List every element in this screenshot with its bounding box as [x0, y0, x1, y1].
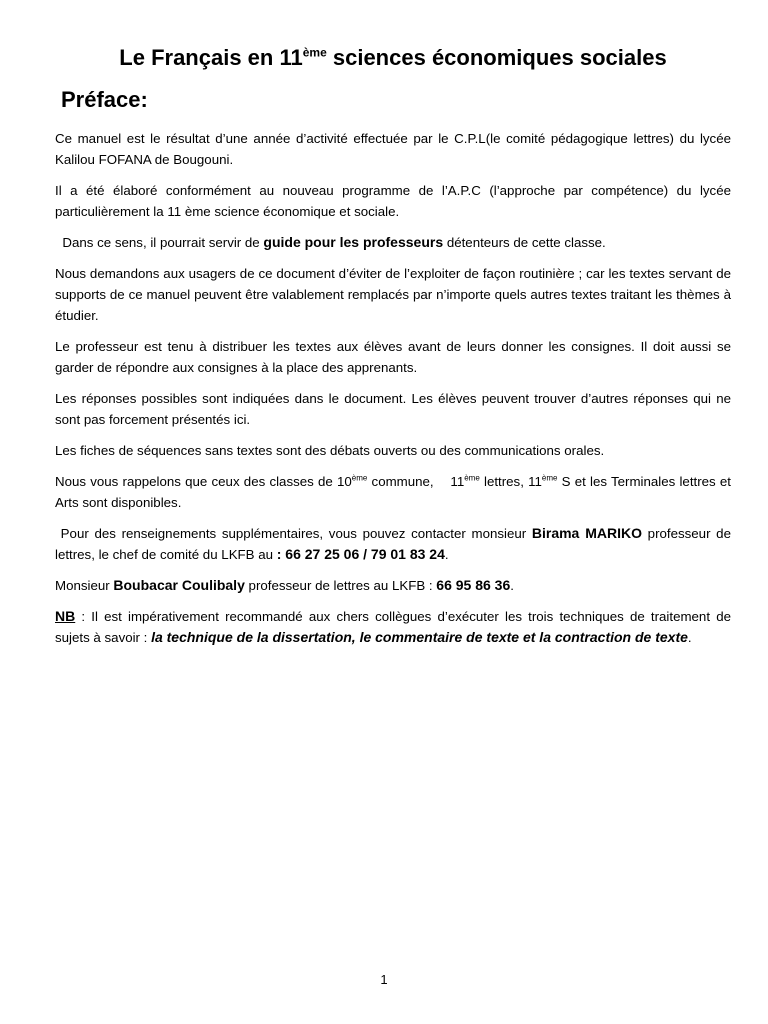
paragraph-10 — [55, 575, 731, 596]
document-title — [55, 40, 731, 76]
p9-text-middle: professeur de lettres, le chef de comité du LKFB au — [55, 526, 731, 562]
paragraph-9 — [55, 523, 731, 565]
document-page — [55, 40, 731, 658]
p3-text: Dans ce sens, il pourrait servir de — [55, 235, 264, 250]
p11-text-end: . — [687, 630, 692, 645]
preface-heading: Préface: — [61, 87, 148, 112]
nb-label: NB — [55, 608, 76, 624]
contact-name-coulibaly: Boubacar Coulibaly — [113, 577, 245, 593]
p3-bold-guide: guide pour les professeurs — [263, 234, 444, 250]
page-number: 1 — [380, 972, 388, 987]
paragraph-6: Les réponses possibles sont indiquées dans le document. Les élèves peuvent trouver d’autres réponses qui ne sont pas forcement présentés ici. — [55, 391, 731, 427]
paragraph-5: Le professeur est tenu à distribuer les textes aux élèves avant de leurs donner les consignes. Il doit aussi se garder de répondre aux consignes à la place des apprenants. — [55, 339, 731, 375]
paragraph-11 — [55, 606, 731, 648]
p10-text: Monsieur — [55, 578, 114, 593]
contact-name-mariko: Birama MARIKO — [531, 525, 642, 541]
paragraph-2: Il a été élaboré conformément au nouveau programme de l’A.P.C (l’approche par compétence) du lycée particulièrement la 11 ème science économique et sociale. — [55, 183, 731, 219]
p8-text-b: commune, 11 — [367, 474, 465, 489]
title-text-rest: sciences économiques sociales — [326, 45, 667, 70]
p9-text: Pour des renseignements supplémentaires, vous pouvez contacter monsieur — [55, 526, 532, 541]
paragraph-4: Nous demandons aux usagers de ce document d’éviter de l’exploiter de façon routinière ; car les textes servant de supports de ce manuel peuvent être valablement remplacés par n’importe quels autres textes traitant les thèmes à étudier. — [55, 266, 731, 323]
p8-sup-1: ème — [351, 473, 368, 483]
paragraph-7: Les fiches de séquences sans textes sont des débats ouverts ou des communications orales. — [55, 443, 605, 458]
paragraph-8 — [55, 471, 731, 513]
p9-text-end: . — [444, 547, 449, 562]
paragraph-1: Ce manuel est le résultat d’une année d’activité effectuée par le C.P.L(le comité pédagogique lettres) du lycée Kalilou FOFANA de Bougouni. — [55, 131, 731, 167]
p8-text-a: Nous vous rappelons que ceux des classes de 10 — [55, 474, 352, 489]
p8-text-d: S et les Terminales lettres et Arts sont disponibles. — [55, 474, 731, 510]
p3-text-end: détenteurs de cette classe. — [443, 235, 606, 250]
p8-sup-2: ème — [464, 473, 480, 483]
p10-text-middle: professeur de lettres au LKFB : — [244, 578, 437, 593]
contact-phone-mariko: : 66 27 25 06 / 79 01 83 24 — [276, 546, 445, 562]
techniques-list: la technique de la dissertation, le commentaire de texte et la contraction de texte — [151, 629, 688, 645]
title-superscript: ème — [302, 45, 327, 60]
contact-phone-coulibaly: 66 95 86 36 — [436, 577, 511, 593]
p8-text-c: lettres, 11 — [479, 474, 542, 489]
p10-text-end: . — [510, 578, 514, 593]
p11-text: : Il est impérativement recommandé aux chers collègues d’exécuter les trois techniques de traitement de sujets à savoir : — [55, 609, 731, 645]
paragraph-3 — [55, 232, 731, 253]
p8-sup-3: ème — [541, 473, 558, 483]
title-text: Le Français en 11 — [119, 45, 303, 70]
